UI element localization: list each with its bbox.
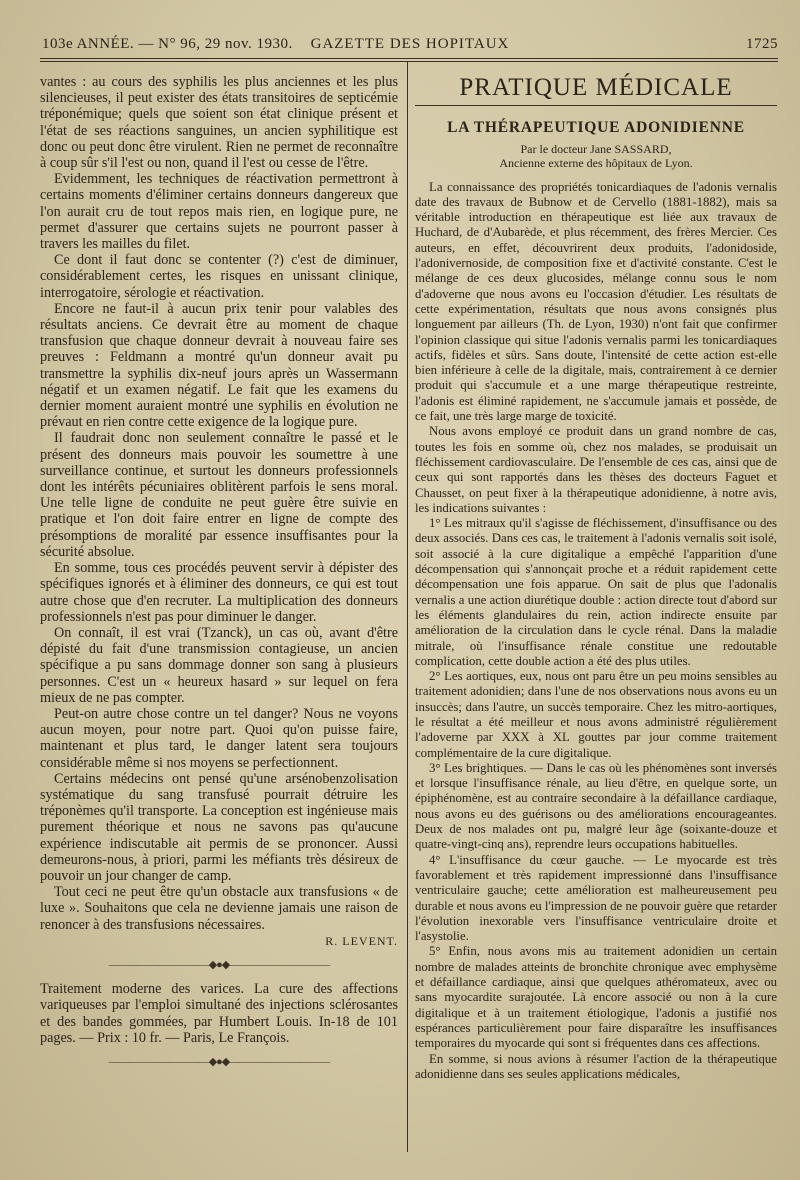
book-notice-text: Traitement moderne des varices. La cure des affections variqueuses par l'emploi simultané des injections sclérosantes et des bandes gommées, par Humbert Louis. In-18 de 101 pages. — Prix : 10 fr. — Paris, Le François. [40,981,398,1046]
book-notice [40,981,398,1046]
header-rule-double [40,61,778,62]
left-paragraph: Evidemment, les techniques de réactivation permettront à certains moments d'éliminer certains donneurs dangereux que l'on aurait cru de tout repos mais rien, en logique pure, ne permet d'assurer que certains sujets ne pourront passer à travers les mailles du filet. [40,171,398,253]
left-paragraph: Tout ceci ne peut être qu'un obstacle aux transfusions « de luxe ». Souhaitons que cela ne devienne jamais une raison de renoncer à des transfusions nécessaires. [40,884,398,933]
left-column [40,74,398,1078]
right-paragraph: 1° Les mitraux qu'il s'agisse de fléchissement, d'insuffisance ou des deux associés. Dans ces cas, le traitement à l'adonis vernalis soit isolé, soit associé à la cure digitalique a empêché l'apparition d'une décompensation qui s'annonçait proche et a réduit rapidement cette décompensation une fois apparue. On sait de plus que l'adonalis vernalis a une action diurétique double : action directe tout d'abord sur les éléments glandulaires du rein, action indirecte ensuite par amélioration de la circulation dans le cycle rénal. Dans la maladie mitrale, où l'insuffisance rénale constitue une redoutable complication, cette double action a été des plus utiles. [415,516,777,668]
journal-title: GAZETTE DES HOPITAUX [310,36,510,52]
byline [415,142,777,170]
left-paragraph: En somme, tous ces procédés peuvent servir à dépister des spécifiques ignorés et à éliminer des donneurs, ce qui est tout autre chose que d'en recruter. La multiplication des donneurs professionnels n'est pas pour diminuer le danger. [40,560,398,625]
page-number: 1725 [746,36,778,52]
right-column [415,74,777,1082]
column-divider [407,62,408,1152]
right-paragraph: 2° Les aortiques, eux, nous ont paru être un peu moins sensibles au traitement adonidien; dans l'une de nos observations nous avons eu un insuccès; dans l'autre, un succès temporaire. Chez les mitro-aortiques, le résultat a été meilleur et nous avons administré régulièrement l'adoverne par XXX à XL gouttes par jour comme traitement complémentaire de la cure digitalique. [415,669,777,760]
left-paragraph: Ce dont il faut donc se contenter (?) c'est de diminuer, considérablement certes, les risques en unissant clinique, interrogatoire, sérologie et réactivation. [40,252,398,301]
left-paragraph: vantes : au cours des syphilis les plus anciennes et les plus silencieuses, il peut exister des états transitoires de septicémie tréponémique; quels que soient son état clinique présent et l'état de ses réactions sanguines, un ancien syphilitique est donc ou peut donc être virulent. Rien ne permet de reconnaître à coup sûr s'il l'est ou non, quand il l'est ou cesse de l'être. [40,74,398,172]
article-title: LA THÉRAPEUTIQUE ADONIDIENNE [447,119,745,137]
left-paragraph: Il faudrait donc non seulement connaître le passé et le présent des donneurs mais pouvoir les soumettre à une surveillance continue, et surtout les donneurs professionnels dont les intérêts pécuniaires oblitèrent parfois le sens moral. Une telle ligne de conduite ne peut guère être suivie en pratique et l'on doit faire entrer en ligne de compte des présomptions de moralité par essence insuffisantes pour la sécurité absolue. [40,430,398,560]
ornament-divider: ——————————◆●◆—————————— [108,958,330,971]
byline-author: Par le docteur Jane SASSARD, [520,141,672,156]
left-paragraph: On connaît, il est vrai (Tzanck), un cas où, avant d'être dépisté du fait d'une transmission contagieuse, un ancien spécifique a pu sans dommage donner son sang à plusieurs personnes. C'est un « heureux hasard » sur lequel on fera mieux de ne pas compter. [40,624,398,706]
page-header [42,30,778,56]
header-rule [40,58,778,59]
right-paragraph: 5° Enfin, nous avons mis au traitement adonidien un certain nombre de malades atteints de bronchite chronique avec emphysème et défaillance cardiaque, ainsi que quelques athéromateux, avec ou sans myocardite surajoutée. Là encore associé ou non à la cure digitalique et à un traitement étiologique, l'adonis a justifié nos espérances particulièrement pour faire disparaître les insuffisances temporaires du myocarde qui sont si fréquentes dans ces affections. [415,944,777,1051]
author-signature: R. LEVENT. [325,933,398,948]
byline-affiliation: Ancienne externe des hôpitaux de Lyon. [499,155,693,170]
left-paragraph: Encore ne faut-il à aucun prix tenir pour valables des résultats anciens. Ce devrait être au moment de chaque transfusion que chaque donneur devrait à nouveau faire ses preuves : Feldmann a montré qu'un donneur avait pu transmettre la syphilis dix-neuf jours après un Wassermann négatif et un examen négatif. Le fait que les examens du dernier moment auraient montré une syphilis en évolution ne prévaut en rien contre cette exigence de la logique pure. [40,300,398,431]
left-paragraph: Peut-on autre chose contre un tel danger? Nous ne voyons aucun moyen, pour notre part. Quoi qu'on puisse faire, maintenant et plus tard, le danger latent sera toujours considérable même si nos moyens se perfectionnent. [40,705,398,771]
left-paragraph: Certains médecins ont pensé qu'une arsénobenzolisation systématique du sang transfusé pourrait détruire les tréponèmes qu'il transporte. La conception est ingénieuse mais purement théorique et nous ne savons pas qu'aucune expérience indiscutable ait permis de se prononcer. Aussi demeurons-nous, à priori, parmi les méfiants très désireux de pouvoir un jour changer de camp. [40,770,398,884]
right-paragraph: En somme, si nous avions à résumer l'action de la thérapeutique adonidienne dans ses seules applications médicales, [415,1051,777,1081]
right-paragraph: 4° L'insuffisance du cœur gauche. — Le myocarde est très favorablement et très rapidement impressionné dans l'insuffisance ventriculaire gauche; cette amélioration est malheureusement peu durable et nous avons eu l'impression de ne pouvoir guère que retarder l'évolution inexorable vers l'insuffisance ventriculaire droite et l'asystolie. [415,852,777,944]
section-title: PRATIQUE MÉDICALE [459,74,733,101]
right-paragraph: 3° Les brightiques. — Dans le cas où les phénomènes sont inversés et lorsque l'insuffisance rénale, au lieu d'être, en quelque sorte, un épiphénomène, est au contraire secondaire à la défaillance cardiaque, nous avons eu des guérisons ou des améliorations encourageantes. Deux de nos malades ont pu, malgré leur âge (soixante-douze et quatre-vingt-cinq ans), reprendre leurs occupations habituelles. [415,760,777,852]
right-paragraph: La connaissance des propriétés tonicardiaques de l'adonis vernalis date des travaux de Bubnow et de Cervello (1881-1882), mais sa véritable introduction en thérapeutique est liée aux travaux de Huchard, de d'Aubarède, et plus récemment, des frères Mercier. Ces auteurs, en effet, découvrirent deux produits, l'adonidoside, l'adonivernoside, de composition fixe et d'activité constante. C'est le mélange de ces deux glucosides, mélange connu sous le nom d'adoverne que nous avons eu l'occasion d'étudier. Les résultats de cette expérimentation, résultats que nous avons consignés plus longuement par ailleurs (Th. de Lyon, 1930) n'ont fait que confirmer l'opinion classique qui situe l'adonis vernalis parmi les tonicardiaques actifs, fidèles et sûrs. Sans doute, l'intensité de cette action est-elle bien inférieure à celle de la digitale, mais, contrairement à ce dernier produit qui s'accumule et a une marge thérapeutique restreinte, l'adonis est éliminé rapidement, ne s'accumule jamais et possède, de ce fait, une très large marge de toxicité. [415,179,777,424]
issue-info: 103e ANNÉE. — N° 96, 29 nov. 1930. [42,36,293,52]
right-paragraph: Nous avons employé ce produit dans un grand nombre de cas, toutes les fois en somme où, chez nos malades, se produisait un fléchissement cardiovasculaire. De l'ensemble de ces cas, ainsi que de ceux qui sont rapportés dans les thèses des docteurs Faguet et Chausset, on peut fixer à la thérapeutique adonidienne, à notre avis, les indications suivantes : [415,424,777,515]
ornament-divider-bottom: ——————————◆●◆—————————— [108,1055,330,1068]
section-rule [415,105,777,106]
